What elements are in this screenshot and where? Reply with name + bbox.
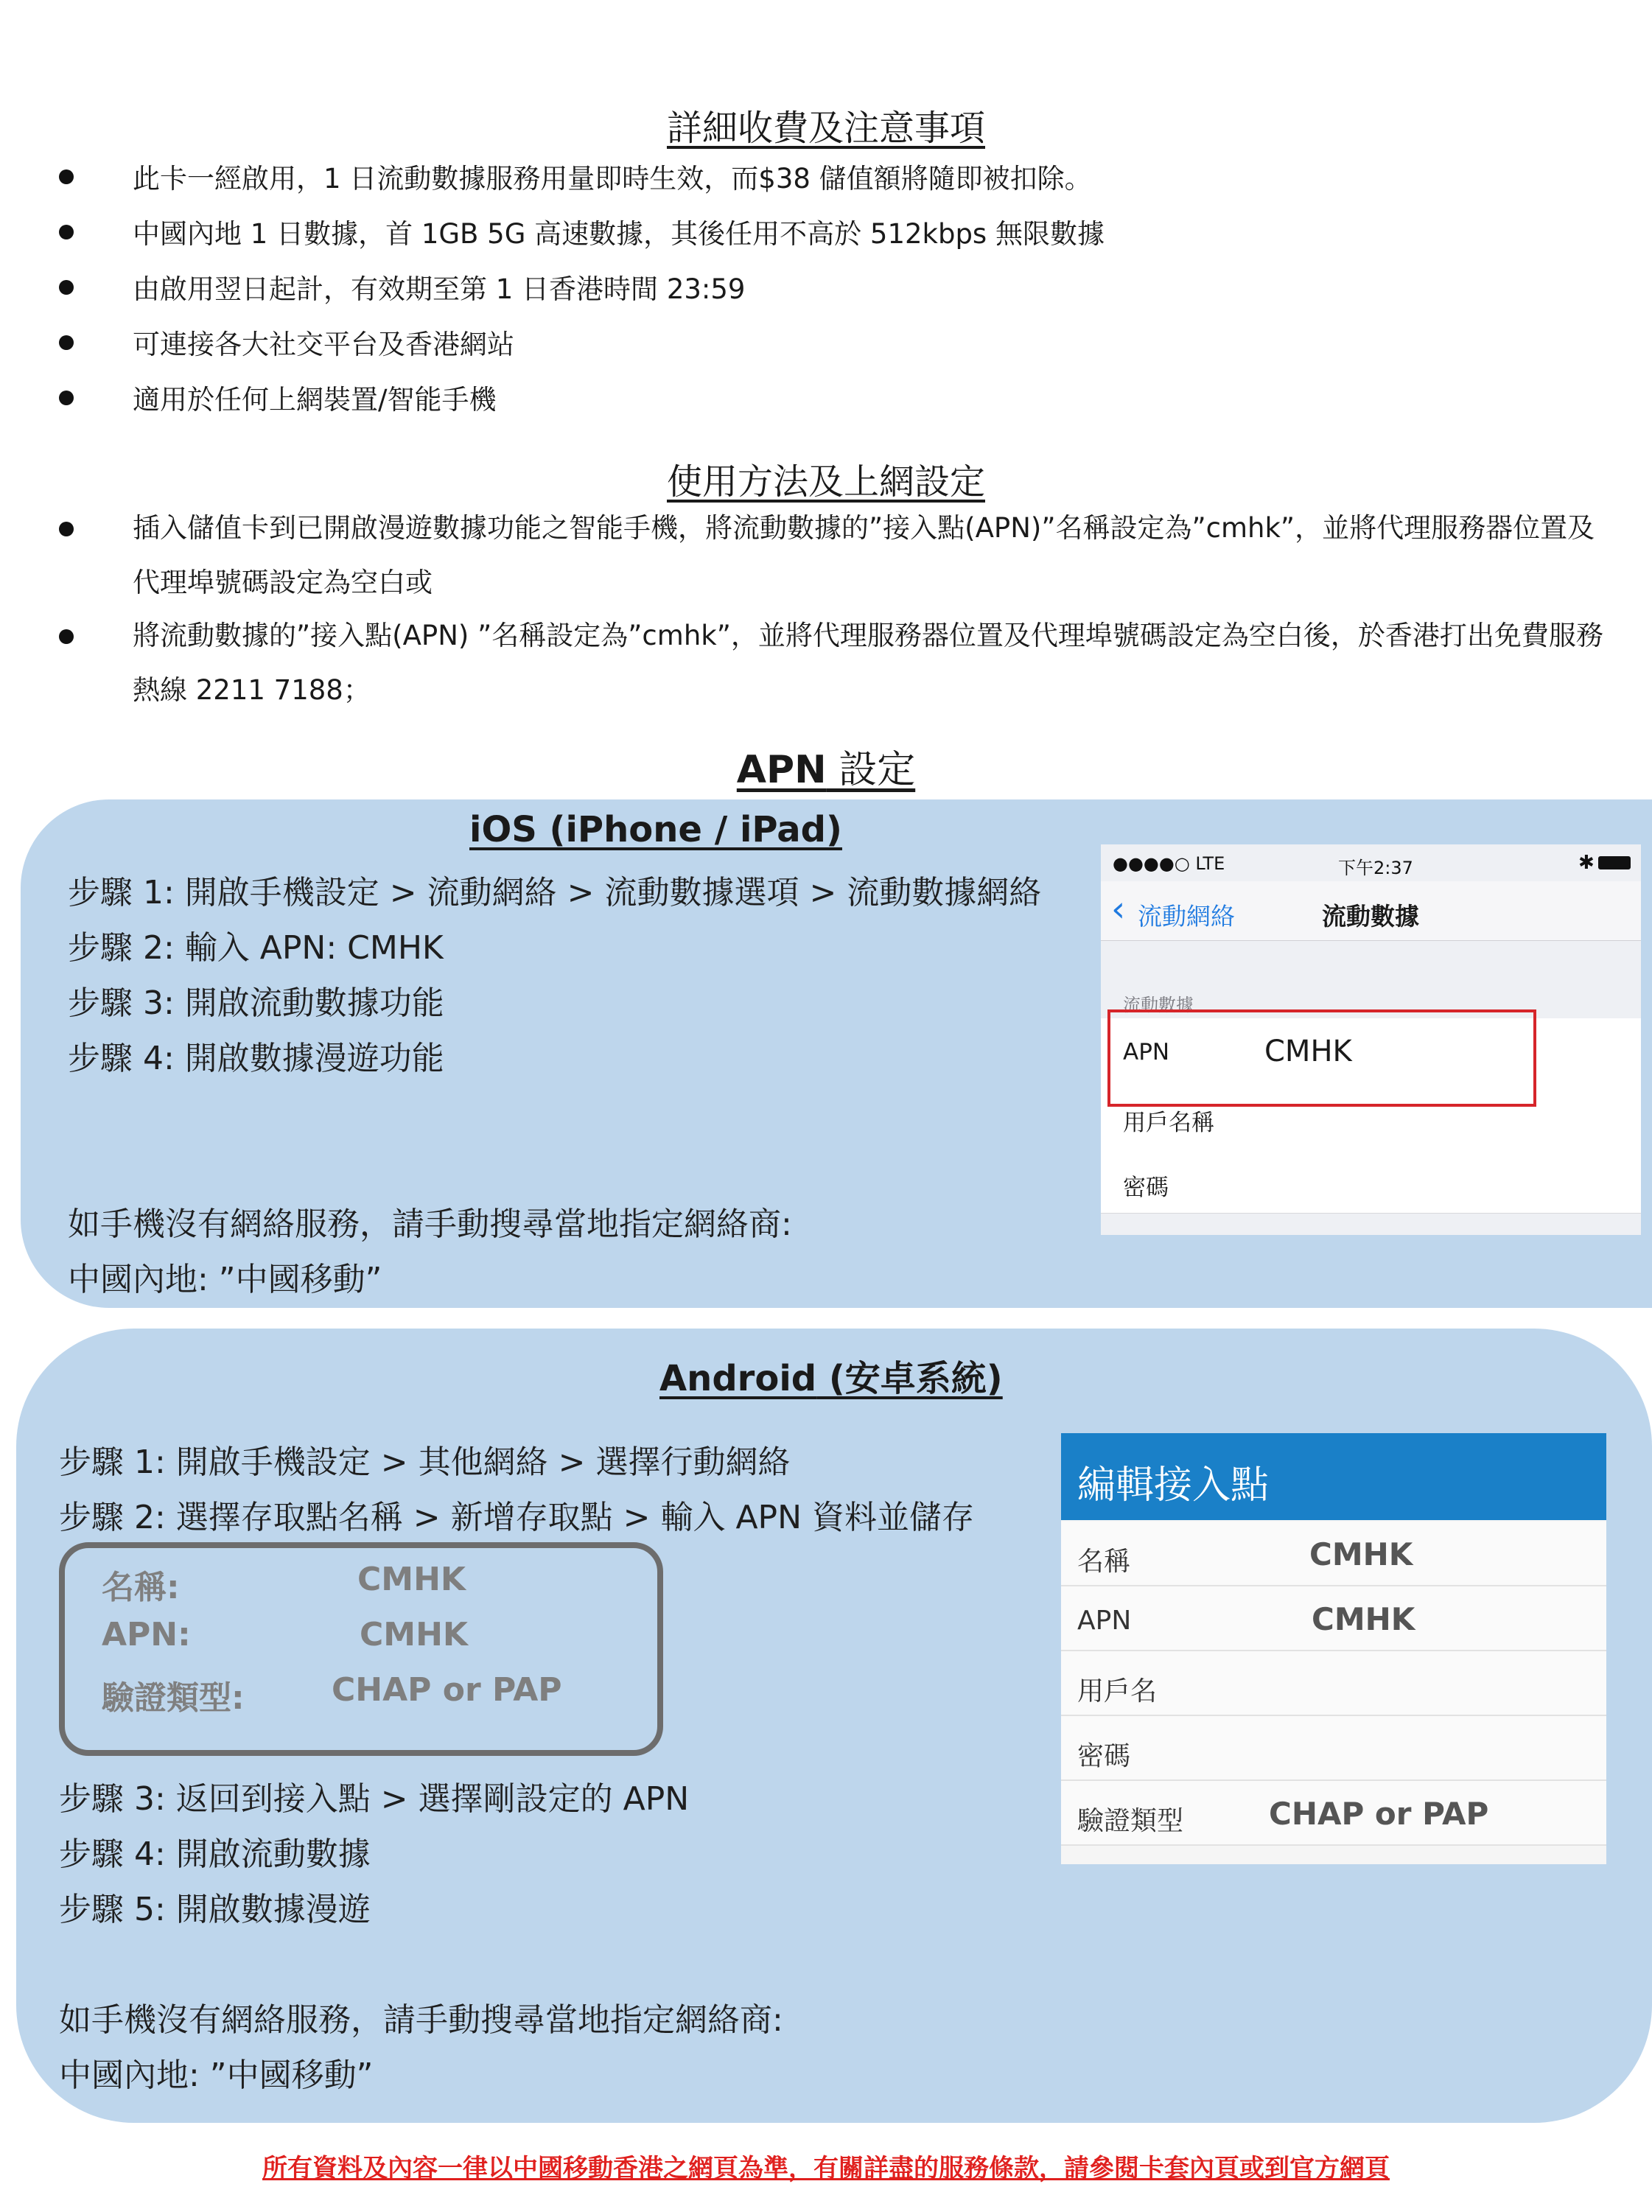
android-row-apn[interactable] [1061, 1586, 1606, 1651]
row-value: CHAP or PAP [1269, 1796, 1489, 1832]
box-value-apn: CMHK [360, 1616, 468, 1653]
section-title-usage: 使用方法及上網設定 [666, 461, 985, 503]
ios-step-2: 步驟 2: 輸入 APN: CMHK [68, 929, 444, 967]
battery-icon [1598, 856, 1631, 869]
apn-title-bold: APN [736, 748, 827, 792]
ios-step-4: 步驟 4: 開啟數據漫遊功能 [68, 1040, 444, 1077]
carrier-signal: ●●●●○ LTE [1113, 853, 1225, 874]
box-label-name: 名稱: [102, 1569, 180, 1606]
android-row-username[interactable] [1061, 1651, 1606, 1716]
list-item-text: 中國內地 1 日數據，首 1GB 5G 高速數據，其後任用不高於 512kbps 無限數據 [133, 218, 1105, 250]
list-item-text: 將流動數據的”接入點(APN) ”名稱設定為”cmhk”，並將代理服務器位置及代理埠號碼設定為空白後，於香港打出免費服務熱線 2211 7188； [133, 620, 1603, 706]
android-title [659, 1350, 1003, 1401]
android-title-rest: (安卓系統) [816, 1358, 1003, 1399]
row-label: 用戶名稱 [1123, 1110, 1214, 1136]
box-label-apn: APN: [102, 1616, 191, 1653]
bullet-icon [59, 391, 74, 405]
row-label: APN [1077, 1606, 1132, 1636]
bluetooth-icon: ✱ [1578, 852, 1595, 874]
android-header-title: 編輯接入點 [1077, 1463, 1270, 1508]
apn-settings-title [0, 738, 1652, 794]
ios-row-password[interactable] [1101, 1148, 1641, 1214]
row-label: 用戶名 [1077, 1676, 1158, 1707]
row-label: 密碼 [1077, 1741, 1131, 1771]
list-item-text: 此卡一經啟用，1 日流動數據服務用量即時生效，而$38 儲值額將隨即被扣除。 [133, 163, 1092, 195]
row-value: CMHK [1264, 1035, 1352, 1068]
ios-step-3: 步驟 3: 開啟流動數據功能 [68, 984, 444, 1022]
ios-status-bar [1101, 844, 1641, 881]
android-step-3: 步驟 3: 返回到接入點 > 選擇剛設定的 APN [59, 1780, 690, 1818]
android-note-line2: 中國內地: ”中國移動” [59, 2057, 374, 2094]
bullet-icon [59, 169, 74, 184]
ios-step-1: 步驟 1: 開啟手機設定 > 流動網絡 > 流動數據選項 > 流動數據網絡 [68, 874, 1042, 911]
android-row-name[interactable] [1061, 1522, 1606, 1586]
android-step-5: 步驟 5: 開啟數據漫遊 [59, 1891, 371, 1928]
bullet-icon [59, 522, 74, 536]
row-label: 名稱 [1077, 1547, 1131, 1577]
list-item-text: 適用於任何上網裝置/智能手機 [133, 384, 497, 416]
back-chevron-icon[interactable]: ‹ [1111, 889, 1126, 930]
list-item-text: 插入儲值卡到已開啟漫遊數據功能之智能手機，將流動數據的”接入點(APN)”名稱設定為”cmhk”，並將代理服務器位置及代理埠號碼設定為空白或 [133, 512, 1595, 598]
bullet-icon [59, 335, 74, 350]
apn-title-rest: 設定 [826, 748, 916, 792]
android-step-2: 步驟 2: 選擇存取點名稱 > 新增存取點 > 輸入 APN 資料並儲存 [59, 1499, 974, 1536]
android-step-1: 步驟 1: 開啟手機設定 > 其他網絡 > 選擇行動網絡 [59, 1443, 791, 1481]
back-button[interactable]: 流動網絡 [1138, 902, 1235, 931]
section-header: 流動數據 [1123, 995, 1194, 1015]
box-value-name: CMHK [357, 1561, 466, 1598]
row-label: 密碼 [1123, 1175, 1169, 1201]
android-title-bold: Android [659, 1358, 817, 1399]
box-label-auth: 驗證類型: [102, 1679, 245, 1717]
ios-note-line1: 如手機沒有網絡服務，請手動搜尋當地指定網絡商: [68, 1205, 792, 1243]
bullet-icon [59, 280, 74, 295]
bullet-icon [59, 629, 74, 644]
apn-highlight-box [1107, 1009, 1536, 1107]
android-note-line1: 如手機沒有網絡服務，請手動搜尋當地指定網絡商: [59, 2001, 783, 2039]
row-value: CMHK [1309, 1536, 1413, 1572]
ios-nav-bar [1101, 881, 1641, 941]
box-value-auth: CHAP or PAP [332, 1671, 562, 1709]
ios-note-line2: 中國內地: ”中國移動” [68, 1261, 382, 1298]
list-item-text: 可連接各大社交平台及香港網站 [133, 329, 514, 360]
android-row-auth[interactable] [1061, 1781, 1606, 1846]
nav-title: 流動數據 [1322, 902, 1419, 931]
android-step-4: 步驟 4: 開啟流動數據 [59, 1835, 371, 1873]
section-title-charges: 詳細收費及注意事項 [666, 108, 985, 149]
row-label: APN [1123, 1039, 1170, 1065]
footer-disclaimer: 所有資料及內容一律以中國移動香港之網頁為準，有關詳盡的服務條款，請參閱卡套內頁或到官方網頁 [262, 2154, 1390, 2183]
row-label: 驗證類型 [1077, 1806, 1184, 1836]
android-screenshot [1061, 1433, 1606, 1864]
ios-title: iOS (iPhone / iPad) [469, 809, 842, 850]
row-value: CMHK [1312, 1601, 1415, 1637]
list-item-text: 由啟用翌日起計，有效期至第 1 日香港時間 23:59 [133, 273, 746, 305]
status-time: 下午2:37 [1338, 858, 1413, 878]
android-row-password[interactable] [1061, 1716, 1606, 1781]
android-header [1061, 1433, 1606, 1520]
bullet-icon [59, 225, 74, 239]
